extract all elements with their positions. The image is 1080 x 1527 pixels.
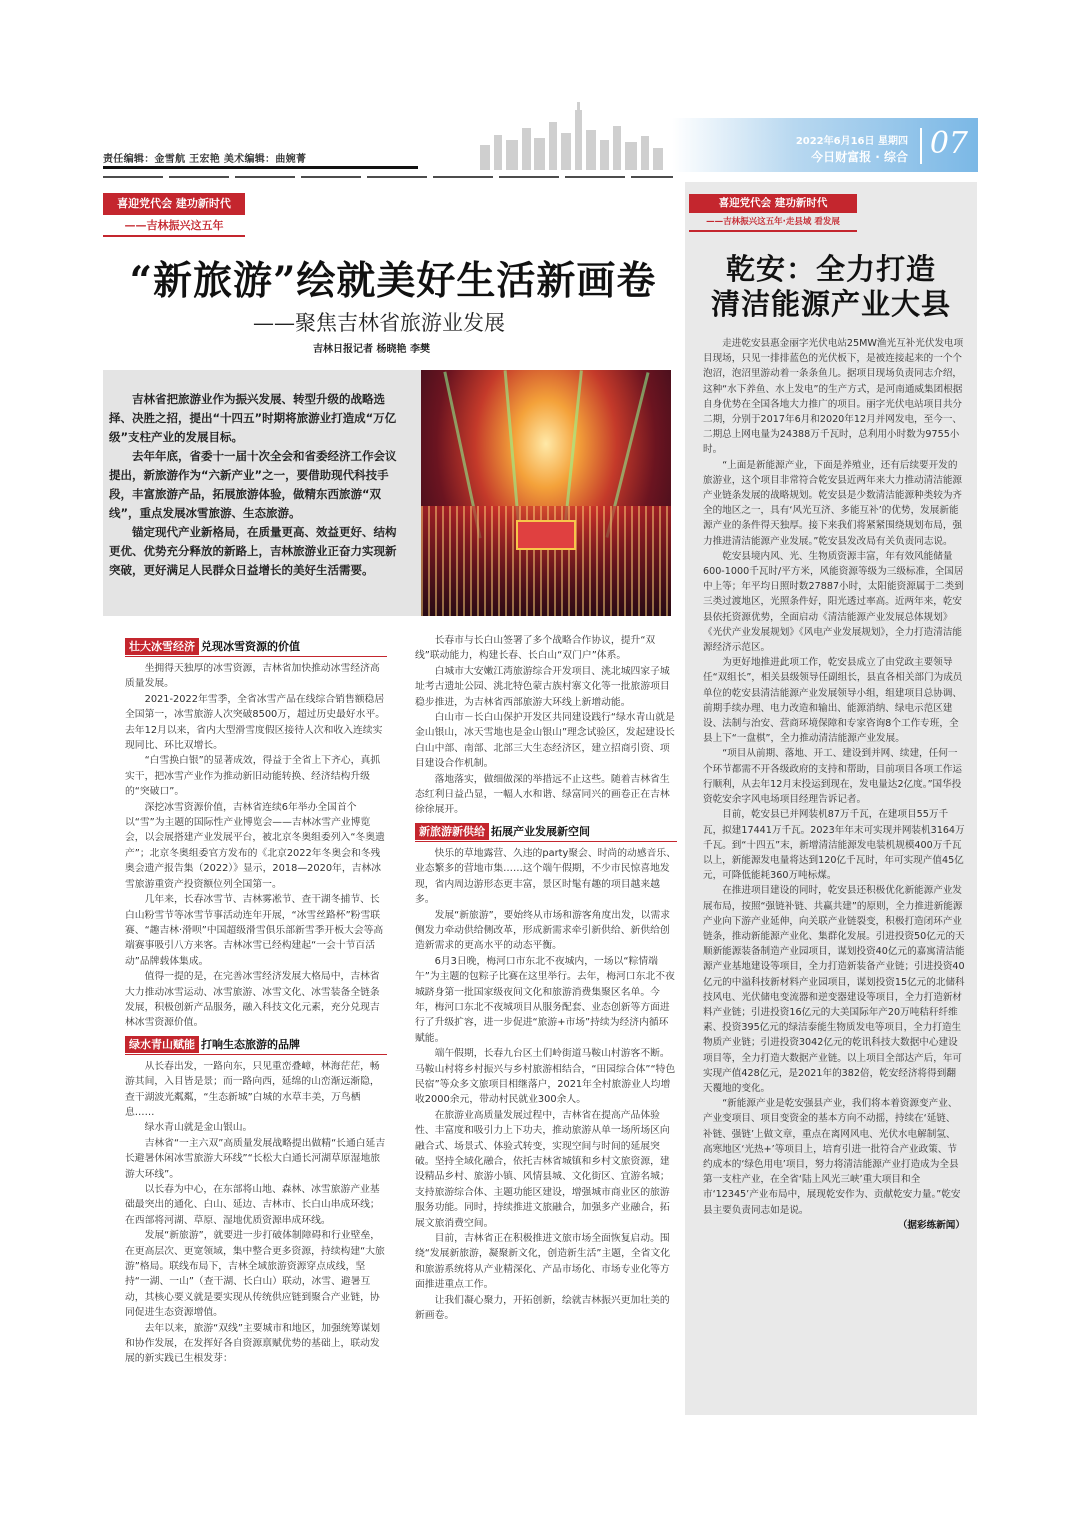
decorative-rule [103,176,673,178]
body-paragraph: 落地落实，做细做深的举措远不止这些。随着吉林省生态红利日益凸显，一幅人水和谐、绿富同兴的画卷正在吉林徐徐展开。 [415,773,670,816]
lead-paragraph: 锚定现代产业新格局，在质量更高、效益更好、结构更优、优势充分释放的新路上，吉林旅游业正奋力实现新突破，更好满足人民群众日益增长的美好生活需要。 [109,525,397,577]
body-columns [103,633,677,1413]
section-heading [125,1035,387,1055]
right-headline [685,252,977,322]
right-headline-line1: 乾安：全力打造 [725,252,936,286]
lead-paragraph: 吉林省把旅游业作为振兴发展、转型升级的战略选择、决胜之招，提出“十四五”时期将旅游业打造成“万亿级”支柱产业的发展目标。 [109,392,397,444]
body-paragraph: 几年来，长春冰雪节、吉林雾凇节、查干湖冬捕节、长白山粉雪节等冰雪节事活动连年开展，“冰雪丝路杯”粉雪联赛、“趣吉林·滑呗”中国超级滑雪俱乐部新雪季开板大会等高端赛事吸引八方来客。吉林冰雪已经构建起“一会十节百活动”品牌载体集成。 [125,894,384,967]
section-heading [415,822,677,842]
right-body [703,336,965,1233]
right-column-tag-bottom: ——吉林振兴这五年·走县域 看发展 [689,213,857,232]
section-heading [125,637,387,657]
lead-box [103,370,671,616]
body-paragraph: 2021-2022年雪季，全省冰雪产品在线综合销售额稳居全国第一，冰雪旅游人次突破8500万，超过历史最好水平。去年12月以来，省内大型滑雪度假区接待人次和收入连续实现同比、环比双增长。 [125,693,386,752]
body-paragraph: “项目从前期、落地、开工、建设到并网、续建，任何一个环节都需不开各级政府的支持和帮助，目前项目各项工作运行顺利，从去年12月末投运到现在，发电量达2亿度。”国华投资乾安余字风电场项目经理告诉记者。 [703,748,963,806]
body-paragraph: 坐拥得天独厚的冰雪资源，吉林省加快推动冰雪经济高质量发展。 [125,663,380,690]
body-paragraph: 以长春为中心，在东部将山地、森林、冰雪旅游产业基础最突出的通化、白山、延边、吉林市、长白山串成环线；在西部将河湖、草原、湿地优质资源串成环线。 [125,1184,380,1226]
body-paragraph: 端午假期，长春九台区土们岭街道马鞍山村游客不断。马鞍山村将乡村振兴与乡村旅游相结合，“田园综合体”“特色民宿”等众多文旅项目相继落户，2021年全村旅游业人均增收2000余元，带动村民就业300余人。 [415,1048,676,1106]
body-paragraph: “新能源产业是乾安强县产业，我们将本着资源变产业、产业变项目、项目变资金的基本方向不动摇，持续在‘延链、补链、强链’上做文章，重点在离网风电、光伏水电解制氢、高寒地区‘光热+’等项目上，培育引进一批符合产业政策、节约成本的‘绿色用电’项目，努力将清洁能源产业打造成为全县第一支柱产业，在全省‘陆上风光三峡’重大项目和全市‘12345’产业布局中，展现乾安作为、贡献乾安力量。”乾安县主要负责同志如是说。 [703,1098,961,1216]
article-source: （据彩练新闻） [897,1219,965,1231]
lead-text [109,390,405,580]
page-number: 07 [929,126,968,161]
paper-name: 今日财富报 · 综合 [811,150,908,164]
body-paragraph: 为更好地推进此项工作，乾安县成立了由党政主要领导任“双组长”，相关县级领导任副组长，县直各相关部门为成员单位的乾安县清洁能源产业发展领导小组，组建项目总协调、前期手续办理、电力改造和输出、能源消纳、绿电示范区建设、法制与治安、营商环境保障和专家咨询8个工作专班，全县上下“一盘棋”，全力推动清洁能源产业发展。 [703,657,963,745]
body-paragraph: 在推进项目建设的同时，乾安县还积极优化新能源产业发展布局，按照“强链补链、共赢共建”的原则，全力推进新能源产业向下游产业延伸，向关联产业链裂变，积极打造闭环产业链条，推动新能源产业化、集群化发展。引进投资50亿元的天顺新能源装备制造产业园项目，谋划投资40亿元的嘉寓清洁能源产业基地建设等项目，全力打造新装备产业链；引进投资40亿元的中溢科技新材料产业园项目，谋划投资15亿元的北储科技风电、光伏储电变流器和逆变器建设等项目，全力打造新材料产业链；引进投资16亿元的大美国际年产20万吨秸秆纤维素、投资395亿元的绿洁泰能生物质发电等项目，全力打造生物质产业链；引进投资3042亿元的乾讯科技大数据中心建设项目等，全力打造大数据产业链。以上项目全部达产后，年可实现产值428亿元，是2021年的382倍，乾安经济将得到翻天覆地的变化。 [703,885,965,1094]
body-paragraph: 发展“新旅游”，要始终从市场和游客角度出发，以需求侧发力牵动供给侧改革，形成新需求牵引新供给、新供给创造新需求的更高水平的动态平衡。 [415,909,671,952]
body-column-1 [125,633,387,1367]
section-heading-black: 打响生态旅游的品牌 [201,1037,300,1051]
body-paragraph: 深挖冰雪资源价值，吉林省连续6年举办全国首个以“雪”为主题的国际性产业博览会——吉林冰雪产业博览会，以会展搭建产业发展平台，被北京冬奥组委列入“冬奥遗产”；北京冬奥组委官方发布的《北京2022年冬奥会和冬残奥会遗产报告集（2022）》显示，2018—2020年，吉林冰雪旅游重资产投资额位列全国第一。 [125,801,385,890]
column-tag-bottom: ——吉林振兴这五年 [103,215,245,237]
body-column-2 [415,633,677,1323]
headline: “新旅游”绘就美好生活新画卷 [129,258,657,304]
lead-paragraph: 去年年底，省委十一届十次全会和省委经济工作会议提出，新旅游作为“六新产业”之一，要借助现代科技手段，丰富旅游产品，拓展旅游体验，做精东西旅游“双线”，重点发展冰雪旅游、生态旅游。 [109,449,397,520]
right-headline-line2: 清洁能源产业大县 [710,287,951,321]
body-paragraph: 绿水青山就是金山银山。 [144,1122,253,1134]
body-paragraph: 发展“新旅游”，就要进一步打破体制障碍和行业壁垒，在更高层次、更宽领域，集中整合更多资源，持续构建“大旅游”格局。联线布局下，吉林全域旅游资源穿点成线，坚持“一湖、一山”（查干湖、长白山）联动，冰雪、避暑互动，其核心要义就是要实现从传统供应链到聚合产业链，协同促进生态资源增值。 [125,1230,385,1319]
header-rule [103,166,418,169]
night-festival-photo [421,370,671,616]
body-paragraph: 快乐的草地露营、久违的party聚会、时尚的动感音乐、业态繁多的营地市集……这个端午假期，不少市民惊喜地发现，省内周边游形态更丰富，景区时髦有趣的项目越来越多。 [415,847,677,906]
left-article [103,185,677,1425]
editor-credit: 责任编辑：金雪航 王宏艳 美术编辑：曲婉菁 [103,154,307,165]
body-paragraph: “白雪换白银”的显著成效，得益于全省上下齐心，真抓实干，把冰雪产业作为推动新旧动能转换、经济结构升级的“突破口”。 [125,755,381,798]
body-paragraph: 目前，吉林省正在积极推进文旅市场全面恢复启动。围绕“发展新旅游，凝聚新文化，创造新生活”主题，全省文化和旅游系统将从产业精深化、产品市场化、市场专业化等方面推进重点工作。 [415,1233,671,1291]
section-heading-black: 拓展产业发展新空间 [491,824,590,838]
section-heading-red: 壮大冰雪经济 [125,638,199,655]
body-paragraph: 走进乾安县惠金丽字光伏电站25MW渔光互补光伏发电项目现场，只见一排排蓝色的光伏板下，是被连接起来的一个个泡沼，泡沼里游动着一条条鱼儿。据项目现场负责同志介绍，这种“水下养鱼、水上发电”的生产方式，是河南通威集团根据自身优势在全国各地大力推广的项目。丽字光伏电站项目共分二期，分别于2017年6月和2020年12月并网发电，至今一、二期总上网电量为24388万千瓦时，总利用小时数为9755小时。 [703,338,964,456]
body-paragraph: 长春市与长白山签署了多个战略合作协议，提升“双线”联动能力，构建长春、长白山“双门户”体系。 [415,635,656,662]
body-paragraph: “上面是新能源产业，下面是养殖业，还有后续要开发的旅游业，这个项目非常符合乾安县近两年来大力推动清洁能源产业链条发展的战略规划。乾安县是少数清洁能源种类较为齐全的地区之一，具有‘风光互济、多能互补’的优势，发展新能源产业的条件得天独厚。接下来我们将紧紧围绕规划布局，强力推进清洁能源产业发展。”乾安县发改局有关负责同志说。 [703,459,963,547]
column-tag-top: 喜迎党代会 建功新时代 [103,193,245,215]
right-column-tag [689,194,857,232]
body-paragraph: 吉林省“一主六双”高质量发展战略提出做精“长通白延吉长避暑休闲冰雪旅游大环线”“长松大白通长河湖草原湿地旅游大环线”。 [125,1137,386,1180]
festival-gate [516,520,576,550]
body-paragraph: 乾安县境内风、光、生物质资源丰富，年有效风能储量600-1000千瓦时/平方米，风能资源等级为三级标准，全国居中上等；年平均日照时数27887小时，太阳能资源属于二类到三类过渡地区，光照条件好，阳光透过率高。近两年来，乾安县依托资源优势，全面启动《清洁能源产业发展总体规划》《光伏产业发展规划》《风电产业发展规划》，全力打造清洁能源经济示范区。 [703,550,964,654]
right-article [685,182,977,1415]
page-divider [920,128,922,164]
masthead-band [672,118,978,172]
body-paragraph: 目前，乾安县已并网装机87万千瓦，在建项目55万千瓦，拟建17441万千瓦。2023年年末可实现并网装机3164万千瓦。到“十四五”末，新增清洁能源发电装机规模400万千瓦以上，新能源发电量将达到120亿千瓦时，年可实现产值45亿元，可降低能耗360万吨标煤。 [703,809,965,882]
body-paragraph: 去年以来，旅游“双线”主要城市和地区，加强统筹谋划和协作发展，在发挥好各自资源禀赋优势的基础上，联动发展的新实践已生根发芽： [125,1322,381,1365]
section-heading-black: 兑现冰雪资源的价值 [201,639,300,653]
body-paragraph: 从长春出发，一路向东，只见重峦叠嶂，林海茫茫，畅游其间，入目皆是景；而一路向西，延绵的山峦渐远渐隐，查干湖波光粼粼，“生态新城”白城的水草丰美，万鸟栖息…… [125,1060,380,1118]
body-paragraph: 在旅游业高质量发展过程中，吉林省在提高产品体验性、丰富度和吸引力上下功夫，推动旅游从单一场所场区向融合式、场景式、体验式转变，实现空间与时间的延展突破。坚持全域化融合，依托吉林省城镇和乡村文旅资源，建设精品乡村、旅游小镇、风情县城、文化街区、宜游名城；支持旅游综合体、主题功能区建设，增强城市商业区的旅游服务功能。同时，持续推进文旅融合，加强多产业融合，拓展文旅消费空间。 [415,1109,670,1229]
byline: 吉林日报记者 杨晓艳 李樊 [313,344,430,355]
skyline-graphic [470,100,670,170]
right-column-tag-top: 喜迎党代会 建功新时代 [689,194,857,213]
body-paragraph: 白山市－长白山保护开发区共同建设践行“绿水青山就是金山银山，冰天雪地也是金山银山”理念试验区，发起建设长白山中部、南部、北部三大生态经济区，建立招商引资、项目建设合作机制。 [415,712,675,770]
subheadline: ——聚焦吉林省旅游业发展 [253,311,505,335]
body-paragraph: 值得一提的是，在完善冰雪经济发展大格局中，吉林省大力推动冰雪运动、冰雪旅游、冰雪文化、冰雪装备全链条发展，积极创新产品服务，融入科技文化元素，充分兑现吉林冰雪资源价值。 [125,971,380,1029]
body-paragraph: 白城市大安嫩江湾旅游综合开发项目、洮北城四家子城址考古遗址公园、洮北特色蒙古族村寨文化等一批旅游项目稳步推进，为吉林省西部旅游大环线上新增动能。 [415,665,670,708]
section-heading-red: 绿水青山赋能 [125,1036,199,1053]
body-paragraph: 让我们凝心聚力，开拓创新，绘就吉林振兴更加壮美的新画卷。 [415,1294,670,1322]
issue-date: 2022年6月16日 星期四 [795,136,908,147]
body-paragraph: 6月3日晚，梅河口市东北不夜城内，一场以“粽情端午”为主题的包粽子比赛在这里举行。去年，梅河口东北不夜城跻身第一批国家级夜间文化和旅游消费集聚区名单。今年，梅河口东北不夜城项目从服务配套、业态创新等方面进行了升级扩容，进一步促进“旅游+市场”持续为经济内循环赋能。 [415,955,675,1044]
column-tag [103,193,245,237]
section-heading-red: 新旅游新供给 [415,823,489,840]
